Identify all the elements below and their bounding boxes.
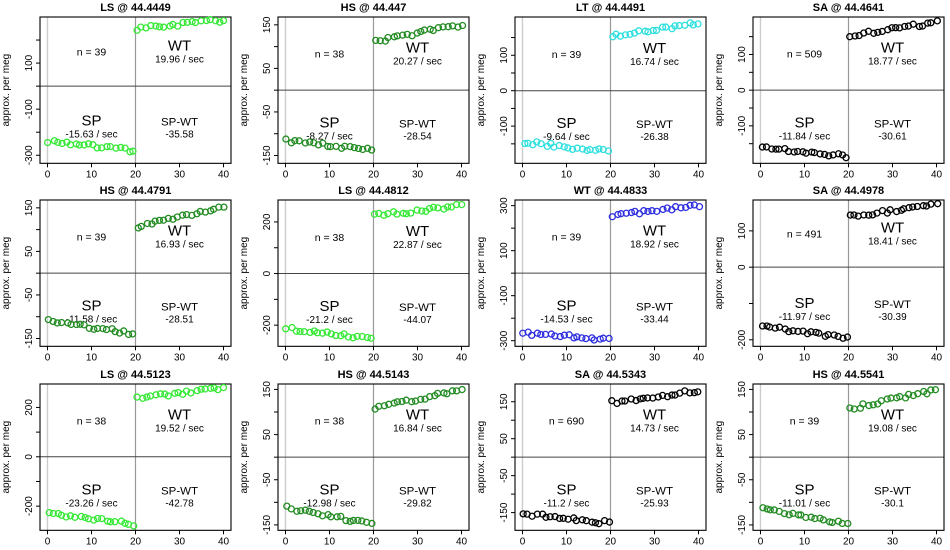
x-tick-label: 30 xyxy=(411,352,423,364)
y-tick-label: -50 xyxy=(499,468,511,483)
x-tick-label: 20 xyxy=(604,352,617,364)
x-tick-label: 0 xyxy=(44,535,51,547)
x-tick-label: 30 xyxy=(411,535,423,547)
sp-quadrant-label: SP xyxy=(793,114,814,132)
y-axis-label: approx. per meg xyxy=(476,420,488,494)
spwt-quadrant-label: SP-WT xyxy=(398,485,436,498)
x-tick-label: 10 xyxy=(798,535,810,547)
x-tick-label: 30 xyxy=(886,352,898,364)
y-tick-label: -150 xyxy=(24,328,36,349)
spwt-quadrant-label: SP-WT xyxy=(398,302,436,315)
panel-title: HS @ 44.5541 xyxy=(812,368,884,381)
wt-quadrant-label: WT xyxy=(642,406,667,424)
y-tick-label: -100 xyxy=(736,115,748,136)
y-tick-label: 50 xyxy=(499,432,511,444)
sp-quadrant-label: SP xyxy=(793,481,814,499)
y-tick-label: 100 xyxy=(24,54,36,72)
y-axis-label: approx. per meg xyxy=(238,420,250,494)
panel-canvas xyxy=(0,367,238,550)
panel-canvas xyxy=(475,367,713,550)
x-tick-label: 20 xyxy=(367,352,379,364)
x-tick-label: 20 xyxy=(129,535,142,547)
panel-canvas xyxy=(475,0,713,183)
n-count-label: n = 690 xyxy=(548,416,585,428)
y-axis-label: approx. per meg xyxy=(1,237,13,310)
x-tick-label: 40 xyxy=(930,169,942,181)
y-tick-label: 0 xyxy=(261,271,273,277)
y-axis-label: approx. per meg xyxy=(476,53,488,127)
wt-quadrant-label: WT xyxy=(642,39,667,57)
y-tick-label: 150 xyxy=(499,393,511,410)
data-point xyxy=(776,325,782,331)
x-tick-label: 20 xyxy=(129,169,142,181)
spwt-quadrant-label: SP-WT xyxy=(873,118,911,131)
wt-rate-label: 18.41 / sec xyxy=(867,236,917,248)
spwt-quadrant-label: SP-WT xyxy=(161,302,199,315)
data-point xyxy=(194,387,200,393)
sp-quadrant-label: SP xyxy=(556,481,577,499)
x-tick-label: 10 xyxy=(323,169,335,181)
x-tick-label: 20 xyxy=(604,535,617,547)
panel-title: HS @ 44.4791 xyxy=(99,185,172,198)
data-point xyxy=(99,515,105,521)
sp-rate-label: -8.27 / sec xyxy=(305,131,353,143)
spwt-value-label: -44.07 xyxy=(402,315,432,327)
x-tick-label: 10 xyxy=(85,352,98,364)
y-tick-label: -300 xyxy=(24,145,36,166)
n-count-label: n = 38 xyxy=(314,49,344,61)
plot-panel xyxy=(475,0,713,183)
y-tick-label: 0 xyxy=(736,264,748,271)
wt-quadrant-label: WT xyxy=(880,39,904,57)
panel-canvas xyxy=(713,367,950,550)
y-tick-label: -200 xyxy=(24,495,36,516)
x-tick-label: 0 xyxy=(519,169,526,181)
panel-canvas xyxy=(0,183,238,366)
y-tick-label: 100 xyxy=(736,222,748,240)
n-count-label: n = 39 xyxy=(76,47,107,59)
x-tick-label: 30 xyxy=(411,169,423,181)
x-tick-label: 20 xyxy=(367,535,379,547)
n-count-label: n = 39 xyxy=(76,232,107,244)
data-point xyxy=(583,336,589,342)
y-axis-label: approx. per meg xyxy=(238,237,250,310)
y-tick-label: 50 xyxy=(24,246,36,258)
sp-rate-label: -11.01 / sec xyxy=(778,498,830,510)
panel-canvas xyxy=(238,183,476,366)
x-tick-label: 40 xyxy=(455,352,467,364)
x-tick-label: 0 xyxy=(757,535,763,547)
panel-title: LS @ 44.4449 xyxy=(100,1,171,14)
wt-quadrant-label: WT xyxy=(405,406,429,424)
sp-quadrant-label: SP xyxy=(318,298,339,316)
data-point xyxy=(161,24,167,30)
data-point xyxy=(301,329,307,335)
panel-canvas xyxy=(713,183,950,366)
n-count-label: n = 38 xyxy=(314,416,344,428)
y-tick-label: -150 xyxy=(261,514,273,535)
data-point xyxy=(606,336,612,342)
y-axis-label: approx. per meg xyxy=(713,420,725,494)
x-tick-label: 30 xyxy=(173,169,186,181)
y-tick-label: -100 xyxy=(499,286,511,306)
data-point xyxy=(130,331,136,337)
y-tick-label: 150 xyxy=(261,16,273,34)
spwt-quadrant-label: SP-WT xyxy=(161,485,199,498)
spwt-quadrant-label: SP-WT xyxy=(398,118,436,131)
n-count-label: n = 491 xyxy=(786,229,822,241)
wt-rate-label: 16.84 / sec xyxy=(392,423,442,435)
x-tick-label: 40 xyxy=(217,352,230,364)
x-tick-label: 20 xyxy=(842,169,854,181)
y-tick-label: -100 xyxy=(499,116,511,137)
x-tick-label: 10 xyxy=(560,169,573,181)
spwt-value-label: -30.39 xyxy=(877,312,907,324)
x-tick-label: 10 xyxy=(798,169,810,181)
x-tick-label: 40 xyxy=(217,535,230,547)
data-point xyxy=(296,138,302,144)
plot-panel xyxy=(0,183,238,366)
plot-panel xyxy=(713,0,950,183)
wt-rate-label: 19.96 / sec xyxy=(155,54,204,66)
y-tick-label: 100 xyxy=(499,242,511,260)
x-tick-label: 10 xyxy=(560,535,573,547)
plot-panel xyxy=(238,0,476,183)
wt-quadrant-label: WT xyxy=(167,222,192,240)
plot-panel xyxy=(713,367,950,550)
data-point xyxy=(583,517,589,523)
y-tick-label: -150 xyxy=(736,514,748,535)
plot-panel xyxy=(0,0,238,183)
x-tick-label: 30 xyxy=(648,535,661,547)
panel-title: SA @ 44.5343 xyxy=(574,368,647,381)
sp-quadrant-label: SP xyxy=(81,112,102,130)
y-tick-label: -200 xyxy=(261,315,273,336)
spwt-value-label: -28.51 xyxy=(165,315,194,327)
x-tick-label: 40 xyxy=(692,352,705,364)
x-tick-label: 40 xyxy=(455,169,467,181)
sp-rate-label: -15.63 / sec xyxy=(65,129,118,141)
sp-rate-label: -11.84 / sec xyxy=(778,131,830,143)
x-tick-label: 40 xyxy=(217,169,230,181)
sp-rate-label: -12.98 / sec xyxy=(302,498,356,510)
x-tick-label: 0 xyxy=(519,535,526,547)
y-tick-label: 50 xyxy=(736,428,748,440)
sp-quadrant-label: SP xyxy=(81,481,102,499)
n-count-label: n = 38 xyxy=(76,416,107,428)
y-axis-label: approx. per meg xyxy=(238,53,250,127)
x-tick-label: 20 xyxy=(842,535,854,547)
y-tick-label: -50 xyxy=(24,288,36,303)
sp-rate-label: -23.26 / sec xyxy=(65,498,118,510)
spwt-value-label: -33.44 xyxy=(640,315,669,327)
spwt-value-label: -42.78 xyxy=(165,498,194,510)
spwt-value-label: -28.54 xyxy=(402,131,432,143)
y-tick-label: 0 xyxy=(499,87,511,94)
x-tick-label: 30 xyxy=(886,535,898,547)
spwt-quadrant-label: SP-WT xyxy=(636,119,674,132)
wt-rate-label: 16.74 / sec xyxy=(630,56,679,68)
x-tick-label: 0 xyxy=(757,169,763,181)
x-tick-label: 20 xyxy=(604,169,617,181)
x-tick-label: 0 xyxy=(44,352,51,364)
panel-title: SA @ 44.4978 xyxy=(812,185,884,198)
panel-title: SA @ 44.4641 xyxy=(812,1,884,14)
sp-rate-label: -21.2 / sec xyxy=(305,315,353,327)
sp-rate-label: -11.97 / sec xyxy=(778,312,830,324)
x-tick-label: 10 xyxy=(323,352,335,364)
y-tick-label: 150 xyxy=(24,199,36,217)
x-tick-label: 40 xyxy=(930,535,942,547)
sp-quadrant-label: SP xyxy=(318,114,339,132)
wt-rate-label: 19.08 / sec xyxy=(867,423,917,435)
data-point xyxy=(831,332,837,338)
sp-quadrant-label: SP xyxy=(556,298,577,316)
spwt-value-label: -29.82 xyxy=(402,498,432,510)
sp-quadrant-label: SP xyxy=(793,295,814,313)
y-tick-label: 300 xyxy=(499,197,511,215)
x-tick-label: 0 xyxy=(282,352,288,364)
sp-rate-label: -9.64 / sec xyxy=(543,132,590,144)
plot-panel xyxy=(475,367,713,550)
wt-quadrant-label: WT xyxy=(880,219,904,237)
plot-panel xyxy=(238,367,476,550)
y-tick-label: -50 xyxy=(261,104,273,120)
spwt-quadrant-label: SP-WT xyxy=(161,116,199,129)
data-point xyxy=(221,384,227,390)
spwt-value-label: -30.1 xyxy=(880,498,904,510)
x-tick-label: 30 xyxy=(173,352,186,364)
wt-rate-label: 16.93 / sec xyxy=(155,239,204,251)
x-tick-label: 10 xyxy=(85,535,98,547)
n-count-label: n = 509 xyxy=(786,49,822,61)
plot-panel xyxy=(713,183,950,366)
x-tick-label: 40 xyxy=(455,535,467,547)
x-tick-label: 40 xyxy=(930,352,942,364)
panel-canvas xyxy=(0,0,238,183)
wt-quadrant-label: WT xyxy=(880,406,904,424)
y-tick-label: -300 xyxy=(499,331,511,352)
y-tick-label: 200 xyxy=(24,398,36,416)
data-point xyxy=(934,18,940,24)
wt-rate-label: 22.87 / sec xyxy=(392,240,442,252)
n-count-label: n = 38 xyxy=(314,233,344,245)
data-point xyxy=(59,320,65,326)
sp-quadrant-label: SP xyxy=(556,115,577,133)
panel-canvas xyxy=(713,0,950,183)
y-tick-label: 100 xyxy=(499,46,511,64)
panel-title: WT @ 44.4833 xyxy=(573,185,648,198)
sp-quadrant-label: SP xyxy=(81,298,102,316)
y-axis-label: approx. per meg xyxy=(1,53,13,127)
x-tick-label: 20 xyxy=(842,352,854,364)
panel-title: HS @ 44.447 xyxy=(340,1,406,14)
y-tick-label: 50 xyxy=(261,62,273,74)
x-tick-label: 0 xyxy=(282,169,288,181)
x-tick-label: 40 xyxy=(692,535,705,547)
wt-rate-label: 19.52 / sec xyxy=(155,423,204,435)
x-tick-label: 10 xyxy=(85,169,98,181)
x-tick-label: 10 xyxy=(560,352,573,364)
x-tick-label: 20 xyxy=(367,169,379,181)
panel-canvas xyxy=(475,183,713,366)
data-point xyxy=(134,394,140,400)
panel-title: LT @ 44.4491 xyxy=(575,1,646,14)
x-tick-label: 0 xyxy=(757,352,763,364)
data-point xyxy=(147,393,153,399)
plot-panel xyxy=(238,183,476,366)
wt-quadrant-label: WT xyxy=(642,222,667,240)
y-tick-label: 150 xyxy=(261,380,273,398)
x-tick-label: 30 xyxy=(886,169,898,181)
wt-rate-label: 18.77 / sec xyxy=(867,56,917,68)
plot-panel xyxy=(0,367,238,550)
x-tick-label: 30 xyxy=(648,352,661,364)
spwt-value-label: -30.61 xyxy=(877,131,907,143)
x-tick-label: 30 xyxy=(173,535,186,547)
n-count-label: n = 39 xyxy=(551,49,582,61)
panel-title: HS @ 44.5143 xyxy=(337,368,409,381)
y-tick-label: 100 xyxy=(736,46,748,63)
wt-rate-label: 20.27 / sec xyxy=(392,56,442,68)
data-point xyxy=(934,201,940,207)
y-tick-label: 200 xyxy=(261,213,273,231)
x-tick-label: 20 xyxy=(129,352,142,364)
spwt-quadrant-label: SP-WT xyxy=(636,485,674,498)
x-tick-label: 30 xyxy=(648,169,661,181)
data-point xyxy=(140,395,146,401)
wt-quadrant-label: WT xyxy=(405,223,429,241)
y-axis-label: approx. per meg xyxy=(1,420,13,494)
data-point xyxy=(414,30,420,36)
n-count-label: n = 39 xyxy=(551,232,582,244)
y-tick-label: -150 xyxy=(261,145,273,166)
sp-rate-label: -11.2 / sec xyxy=(543,498,590,510)
panel-canvas xyxy=(238,367,476,550)
y-tick-label: -50 xyxy=(736,472,748,487)
plot-panel xyxy=(475,183,713,366)
sp-rate-label: -11.58 / sec xyxy=(65,315,118,327)
sp-quadrant-label: SP xyxy=(318,481,339,499)
y-tick-label: 0 xyxy=(24,453,36,460)
spwt-quadrant-label: SP-WT xyxy=(873,485,911,498)
x-tick-label: 10 xyxy=(798,352,810,364)
wt-rate-label: 18.92 / sec xyxy=(630,239,679,251)
panel-title: LS @ 44.5123 xyxy=(100,368,171,381)
spwt-value-label: -35.58 xyxy=(165,129,194,141)
wt-rate-label: 14.73 / sec xyxy=(630,423,679,435)
panel-canvas xyxy=(238,0,476,183)
x-tick-label: 0 xyxy=(519,352,526,364)
x-tick-label: 40 xyxy=(692,169,705,181)
y-tick-label: -150 xyxy=(499,502,511,523)
spwt-quadrant-label: SP-WT xyxy=(873,299,911,312)
y-axis-label: approx. per meg xyxy=(713,237,725,310)
y-axis-label: approx. per meg xyxy=(476,237,488,310)
y-tick-label: 0 xyxy=(736,87,748,93)
n-count-label: n = 39 xyxy=(789,416,819,428)
spwt-quadrant-label: SP-WT xyxy=(636,302,674,315)
sp-rate-label: -14.53 / sec xyxy=(540,315,593,327)
wt-quadrant-label: WT xyxy=(405,39,429,57)
y-tick-label: -100 xyxy=(24,99,36,120)
y-axis-label: approx. per meg xyxy=(713,53,725,127)
spwt-value-label: -25.93 xyxy=(640,498,669,510)
spwt-value-label: -26.38 xyxy=(640,132,669,144)
x-tick-label: 0 xyxy=(44,169,51,181)
panel-title: LS @ 44.4812 xyxy=(337,185,409,198)
x-tick-label: 10 xyxy=(323,535,335,547)
y-tick-label: -200 xyxy=(736,330,748,351)
y-tick-label: 150 xyxy=(736,380,748,398)
data-point xyxy=(434,205,440,211)
wt-quadrant-label: WT xyxy=(167,406,192,424)
wt-quadrant-label: WT xyxy=(167,37,192,55)
x-tick-label: 0 xyxy=(282,535,288,547)
y-tick-label: 50 xyxy=(261,428,273,440)
y-tick-label: -50 xyxy=(261,472,273,487)
